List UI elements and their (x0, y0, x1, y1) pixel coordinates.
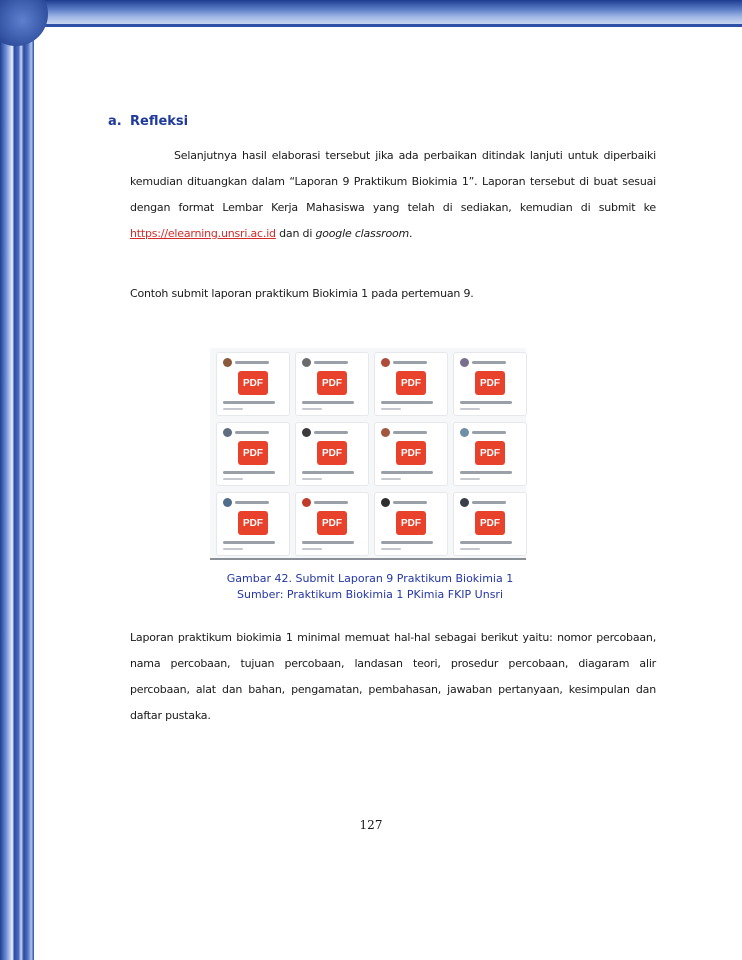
avatar (460, 498, 469, 507)
student-name-placeholder (393, 361, 427, 364)
avatar (302, 498, 311, 507)
avatar (302, 428, 311, 437)
pdf-file-icon: PDF (396, 441, 426, 465)
google-classroom-text: google classroom (315, 227, 410, 240)
figure-source: Sumber: Praktikum Biokimia 1 PKimia FKIP Unsri (236, 588, 504, 601)
file-name-placeholder (223, 541, 275, 544)
figure-baseline (210, 558, 526, 560)
student-name-placeholder (393, 431, 427, 434)
file-tile[interactable] (453, 492, 527, 556)
file-tile[interactable] (295, 352, 369, 416)
file-meta-placeholder (381, 548, 401, 550)
file-tile-header (460, 428, 506, 437)
student-name-placeholder (314, 361, 348, 364)
file-tile-header (223, 428, 269, 437)
avatar (460, 358, 469, 367)
pdf-file-icon: PDF (475, 371, 505, 395)
file-tile[interactable] (295, 422, 369, 486)
file-name-placeholder (460, 471, 512, 474)
file-tile-header (381, 358, 427, 367)
avatar (381, 428, 390, 437)
file-name-placeholder (223, 401, 275, 404)
file-tile-header (223, 498, 269, 507)
file-tile-header (381, 428, 427, 437)
file-meta-placeholder (460, 548, 480, 550)
file-meta-placeholder (460, 478, 480, 480)
avatar (223, 498, 232, 507)
file-name-placeholder (381, 541, 433, 544)
elearning-link[interactable]: https://elearning.unsri.ac.id (130, 227, 276, 240)
student-name-placeholder (472, 361, 506, 364)
file-tile-header (460, 358, 506, 367)
paragraph-report-contents: Laporan praktikum biokimia 1 minimal memuat hal-hal sebagai berikut yaitu: nomor percobaan, nama percobaan, tujuan percobaan, landasan teori, prosedur percobaan, diagaram alir percobaan, alat dan bahan, pengamatan, pembahasan, jawaban pertanyaan, kesimpulan dan daftar pustaka. (130, 631, 656, 722)
file-meta-placeholder (223, 548, 243, 550)
pdf-file-icon: PDF (238, 371, 268, 395)
file-meta-placeholder (223, 408, 243, 410)
file-name-placeholder (302, 471, 354, 474)
student-name-placeholder (235, 501, 269, 504)
file-meta-placeholder (302, 408, 322, 410)
paragraph-example: Contoh submit laporan praktikum Biokimia 1 pada pertemuan 9. (130, 287, 474, 300)
paragraph-text: Selanjutnya hasil elaborasi tersebut jika ada perbaikan ditindak lanjuti untuk diperbaiki kemudian dituangkan dalam “Laporan 9 Praktikum Biokimia 1”. Laporan tersebut di buat sesuai dengan format Lembar Kerja Mahasiswa yang telah di sediakan, kemudian di submit ke (130, 149, 656, 214)
file-tile[interactable] (453, 422, 527, 486)
paragraph-text-connector: dan di (275, 227, 316, 240)
avatar (302, 358, 311, 367)
student-name-placeholder (472, 431, 506, 434)
file-tile[interactable] (453, 352, 527, 416)
page-number: 127 (359, 818, 383, 832)
file-tile[interactable] (295, 492, 369, 556)
avatar (460, 428, 469, 437)
student-name-placeholder (314, 431, 348, 434)
file-name-placeholder (381, 401, 433, 404)
file-tile[interactable] (374, 352, 448, 416)
section-number: a. (108, 114, 122, 129)
figure-caption: Gambar 42. Submit Laporan 9 Praktikum Biokimia 1 (226, 572, 514, 585)
pdf-file-icon: PDF (238, 441, 268, 465)
file-name-placeholder (302, 541, 354, 544)
pdf-file-icon: PDF (396, 371, 426, 395)
file-tile[interactable] (216, 352, 290, 416)
file-tile-header (302, 358, 348, 367)
file-meta-placeholder (381, 408, 401, 410)
pdf-file-icon: PDF (317, 371, 347, 395)
student-name-placeholder (235, 431, 269, 434)
file-tile[interactable] (216, 422, 290, 486)
pdf-file-icon: PDF (317, 441, 347, 465)
student-name-placeholder (235, 361, 269, 364)
file-name-placeholder (302, 401, 354, 404)
file-tile-header (223, 358, 269, 367)
student-name-placeholder (314, 501, 348, 504)
avatar (381, 358, 390, 367)
file-meta-placeholder (381, 478, 401, 480)
section-title: Refleksi (130, 114, 189, 129)
section-heading (108, 114, 188, 129)
file-name-placeholder (460, 541, 512, 544)
pdf-file-icon: PDF (475, 441, 505, 465)
file-tile-header (302, 498, 348, 507)
file-meta-placeholder (302, 478, 322, 480)
paragraph-reflection (130, 143, 656, 247)
file-meta-placeholder (302, 548, 322, 550)
file-meta-placeholder (223, 478, 243, 480)
pdf-file-icon: PDF (396, 511, 426, 535)
avatar (223, 358, 232, 367)
student-name-placeholder (472, 501, 506, 504)
paragraph-end: . (409, 227, 413, 240)
file-name-placeholder (223, 471, 275, 474)
student-name-placeholder (393, 501, 427, 504)
file-meta-placeholder (460, 408, 480, 410)
file-name-placeholder (460, 401, 512, 404)
pdf-file-icon: PDF (317, 511, 347, 535)
file-tile-header (302, 428, 348, 437)
pdf-file-icon: PDF (238, 511, 268, 535)
file-tile[interactable] (216, 492, 290, 556)
file-tile[interactable] (374, 492, 448, 556)
file-name-placeholder (381, 471, 433, 474)
avatar (223, 428, 232, 437)
pdf-file-icon: PDF (475, 511, 505, 535)
submission-figure (210, 348, 526, 560)
avatar (381, 498, 390, 507)
file-tile-header (381, 498, 427, 507)
file-tile-header (460, 498, 506, 507)
file-tile[interactable] (374, 422, 448, 486)
